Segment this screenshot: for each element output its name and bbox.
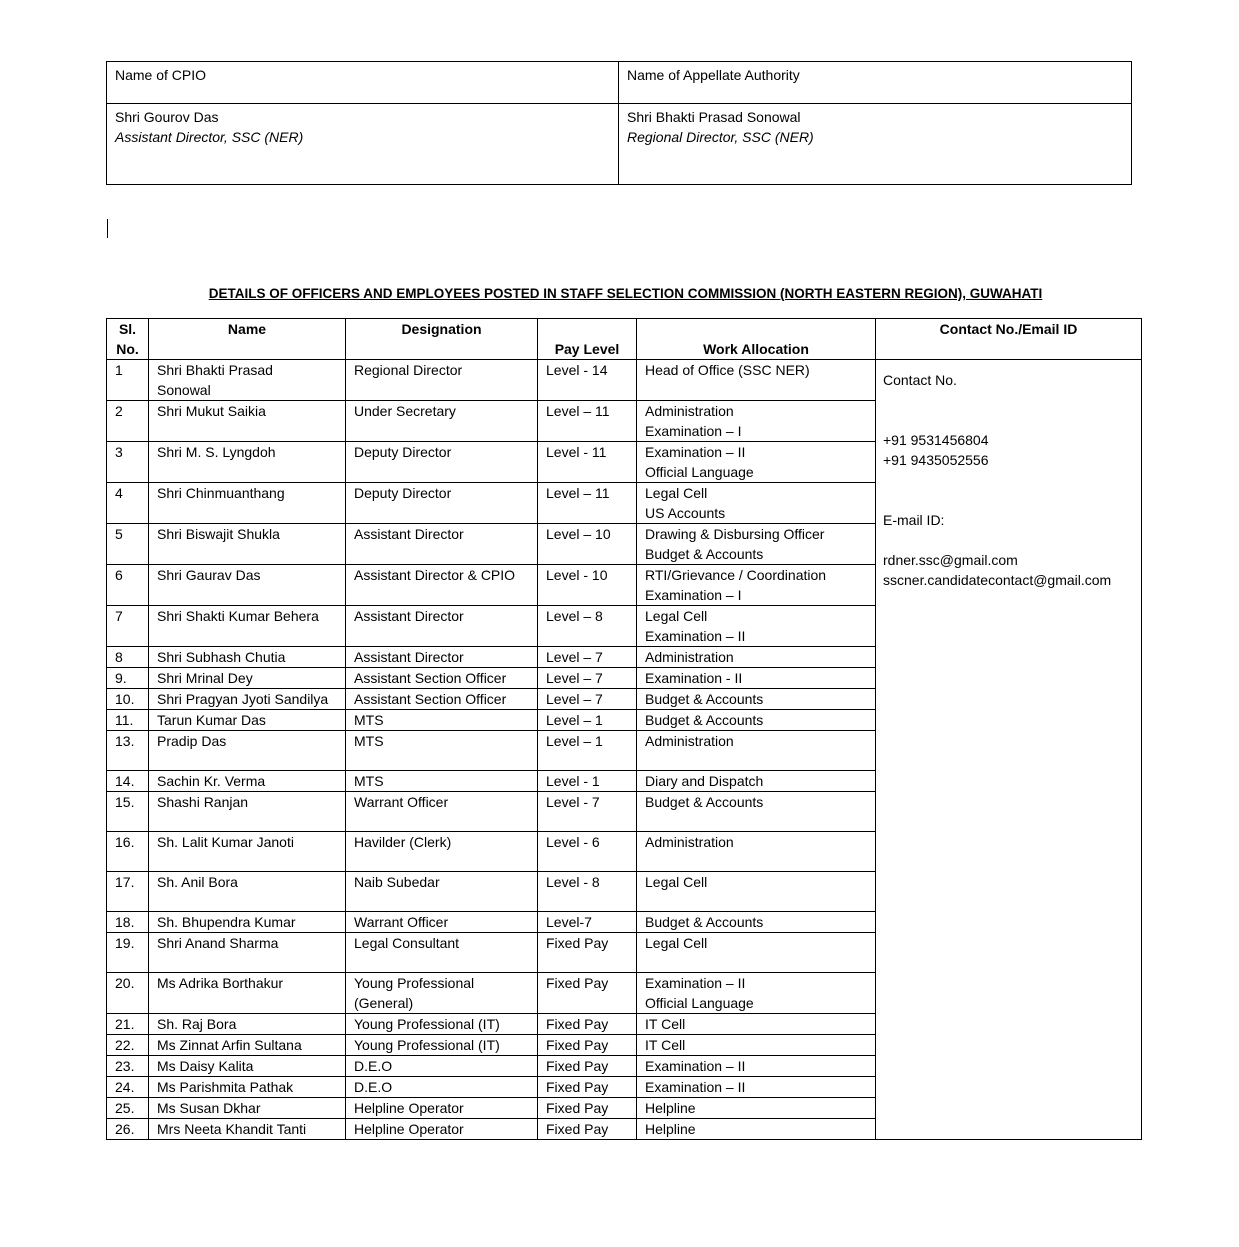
serial-cell: 4 <box>107 483 149 524</box>
designation-line: Assistant Director <box>354 649 464 665</box>
work-line: Examination – II <box>645 1058 746 1074</box>
work-allocation-cell <box>637 668 876 689</box>
name-line: Ms Adrika Borthakur <box>157 975 284 991</box>
name-line: Pradip Das <box>157 733 227 749</box>
name-cell <box>149 647 346 668</box>
work-allocation-cell <box>637 401 876 442</box>
designation-line: Under Secretary <box>354 403 456 419</box>
designation-line: Assistant Section Officer <box>354 670 507 686</box>
designation-cell <box>346 933 538 973</box>
name-line: Ms Zinnat Arfin Sultana <box>157 1037 302 1053</box>
designation-cell <box>346 912 538 933</box>
name-line: Shri M. S. Lyngdoh <box>157 444 276 460</box>
pay-level-cell: Level – 7 <box>538 647 637 668</box>
name-cell <box>149 1014 346 1035</box>
name-cell <box>149 401 346 442</box>
serial-cell: 1 <box>107 360 149 401</box>
serial-cell: 19. <box>107 933 149 973</box>
name-line: Shri Gaurav Das <box>157 567 261 583</box>
name-line: Shashi Ranjan <box>157 794 249 810</box>
name-cell <box>149 792 346 832</box>
name-line: Shri Shakti Kumar Behera <box>157 608 319 624</box>
work-line: Helpline <box>645 1100 696 1116</box>
authority-value-row <box>107 104 1132 185</box>
pay-level-cell: Level - 14 <box>538 360 637 401</box>
designation-cell <box>346 360 538 401</box>
email-label: E-mail ID: <box>883 512 945 528</box>
pay-level-cell: Level - 10 <box>538 565 637 606</box>
header-work-allocation: Work Allocation <box>637 319 876 360</box>
serial-cell: 16. <box>107 832 149 872</box>
designation-line: Helpline Operator <box>354 1121 464 1137</box>
designation-cell <box>346 668 538 689</box>
name-line: Shri Mrinal Dey <box>157 670 253 686</box>
header-contact: Contact No./Email ID <box>876 319 1142 360</box>
pay-level-cell: Fixed Pay <box>538 1098 637 1119</box>
designation-cell <box>346 689 538 710</box>
work-line: Diary and Dispatch <box>645 773 764 789</box>
designation-line: D.E.O <box>354 1079 393 1095</box>
designation-cell <box>346 832 538 872</box>
cpio-name: Shri Gourov Das <box>115 109 219 125</box>
name-cell <box>149 1056 346 1077</box>
designation-cell <box>346 731 538 771</box>
staff-table <box>106 318 1142 1140</box>
work-allocation-cell <box>637 912 876 933</box>
work-line: Head of Office (SSC NER) <box>645 362 810 378</box>
name-line: Sh. Raj Bora <box>157 1016 237 1032</box>
pay-level-cell: Level – 10 <box>538 524 637 565</box>
name-cell <box>149 973 346 1014</box>
name-line: Sachin Kr. Verma <box>157 773 266 789</box>
work-line: Examination - II <box>645 670 743 686</box>
designation-line: Regional Director <box>354 362 463 378</box>
serial-cell: 25. <box>107 1098 149 1119</box>
pay-level-cell: Level – 7 <box>538 689 637 710</box>
serial-cell: 11. <box>107 710 149 731</box>
work-line: Legal Cell <box>645 935 708 951</box>
work-line: RTI/Grievance / Coordination <box>645 567 827 583</box>
pay-level-cell: Level – 8 <box>538 606 637 647</box>
name-line: Ms Susan Dkhar <box>157 1100 261 1116</box>
appellate-header: Name of Appellate Authority <box>619 62 1132 104</box>
pay-level-cell: Level - 11 <box>538 442 637 483</box>
work-allocation-cell <box>637 1056 876 1077</box>
designation-cell <box>346 647 538 668</box>
pay-level-cell: Level – 11 <box>538 483 637 524</box>
pay-level-cell: Level - 6 <box>538 832 637 872</box>
contact-phone: +91 9435052556 <box>883 452 989 468</box>
pay-level-cell: Level – 7 <box>538 668 637 689</box>
work-allocation-cell <box>637 792 876 832</box>
pay-level-cell: Fixed Pay <box>538 1077 637 1098</box>
designation-cell <box>346 1056 538 1077</box>
name-cell <box>149 1035 346 1056</box>
designation-line: Young Professional <box>354 975 475 991</box>
work-line: Budget & Accounts <box>645 794 764 810</box>
name-line: Ms Daisy Kalita <box>157 1058 254 1074</box>
work-line: Budget & Accounts <box>645 712 764 728</box>
page-title: DETAILS OF OFFICERS AND EMPLOYEES POSTED IN STAFF SELECTION COMMISSION (NORTH EASTERN REGION), GUWAHATI <box>208 286 1043 301</box>
serial-cell: 23. <box>107 1056 149 1077</box>
designation-line: Assistant Director <box>354 608 464 624</box>
designation-line: (General) <box>354 995 414 1011</box>
name-cell <box>149 1077 346 1098</box>
designation-line: Warrant Officer <box>354 914 449 930</box>
serial-cell: 7 <box>107 606 149 647</box>
work-line: Examination – II <box>645 975 746 991</box>
work-line: Legal Cell <box>645 608 708 624</box>
work-line: Budget & Accounts <box>645 914 764 930</box>
work-allocation-cell <box>637 771 876 792</box>
spacer <box>883 390 1135 410</box>
name-cell <box>149 912 346 933</box>
designation-line: Young Professional (IT) <box>354 1037 500 1053</box>
work-line: Administration <box>645 733 734 749</box>
table-row <box>107 360 1142 401</box>
work-line: Budget & Accounts <box>645 691 764 707</box>
name-cell <box>149 710 346 731</box>
pay-level-cell: Level - 1 <box>538 771 637 792</box>
work-line: Examination – II <box>645 628 746 644</box>
work-line: IT Cell <box>645 1016 686 1032</box>
contact-cell <box>876 360 1142 1140</box>
designation-cell <box>346 872 538 912</box>
staff-table-body <box>107 360 1142 1140</box>
pay-level-cell: Level - 7 <box>538 792 637 832</box>
designation-cell <box>346 606 538 647</box>
pay-level-cell: Fixed Pay <box>538 933 637 973</box>
work-line: IT Cell <box>645 1037 686 1053</box>
name-line: Sonowal <box>157 382 211 398</box>
pay-level-cell: Fixed Pay <box>538 973 637 1014</box>
designation-line: MTS <box>354 712 384 728</box>
work-line: Administration <box>645 834 734 850</box>
designation-cell <box>346 792 538 832</box>
text-cursor <box>107 219 108 238</box>
designation-cell <box>346 401 538 442</box>
pay-level-cell: Level - 8 <box>538 872 637 912</box>
serial-cell: 14. <box>107 771 149 792</box>
name-cell <box>149 442 346 483</box>
designation-cell <box>346 442 538 483</box>
header-name: Name <box>149 319 346 360</box>
pay-level-cell: Level – 1 <box>538 710 637 731</box>
name-cell <box>149 565 346 606</box>
work-allocation-cell <box>637 565 876 606</box>
designation-line: Deputy Director <box>354 444 452 460</box>
name-line: Shri Subhash Chutia <box>157 649 286 665</box>
appellate-cell <box>619 104 1132 185</box>
work-line: Budget & Accounts <box>645 546 764 562</box>
contact-email: rdner.ssc@gmail.com <box>883 552 1018 568</box>
work-line: Legal Cell <box>645 485 708 501</box>
serial-cell: 15. <box>107 792 149 832</box>
work-allocation-cell <box>637 1098 876 1119</box>
spacer <box>883 410 1135 430</box>
name-line: Shri Mukut Saikia <box>157 403 266 419</box>
header-pay-level: Pay Level <box>538 319 637 360</box>
name-line: Ms Parishmita Pathak <box>157 1079 294 1095</box>
serial-cell: 24. <box>107 1077 149 1098</box>
work-allocation-cell <box>637 973 876 1014</box>
work-line: Drawing & Disbursing Officer <box>645 526 825 542</box>
work-line: Examination – II <box>645 444 746 460</box>
designation-cell <box>346 565 538 606</box>
header-sl: Sl. No. <box>107 319 149 360</box>
authority-table <box>106 61 1132 185</box>
designation-cell <box>346 1014 538 1035</box>
name-cell <box>149 771 346 792</box>
work-allocation-cell <box>637 483 876 524</box>
name-line: Shri Biswajit Shukla <box>157 526 280 542</box>
designation-cell <box>346 1119 538 1140</box>
pay-level-cell: Fixed Pay <box>538 1014 637 1035</box>
designation-line: MTS <box>354 773 384 789</box>
work-line: Legal Cell <box>645 874 708 890</box>
serial-cell: 8 <box>107 647 149 668</box>
spacer <box>883 470 1135 490</box>
pay-level-cell: Level – 11 <box>538 401 637 442</box>
name-cell <box>149 689 346 710</box>
name-cell <box>149 933 346 973</box>
work-line: Official Language <box>645 464 754 480</box>
name-line: Sh. Anil Bora <box>157 874 238 890</box>
name-line: Shri Pragyan Jyoti Sandilya <box>157 691 329 707</box>
work-allocation-cell <box>637 710 876 731</box>
contact-email: sscner.candidatecontact@gmail.com <box>883 572 1112 588</box>
name-line: Tarun Kumar Das <box>157 712 266 728</box>
name-cell <box>149 524 346 565</box>
work-allocation-cell <box>637 606 876 647</box>
designation-line: Deputy Director <box>354 485 452 501</box>
designation-line: D.E.O <box>354 1058 393 1074</box>
work-allocation-cell <box>637 524 876 565</box>
work-allocation-cell <box>637 442 876 483</box>
designation-line: Naib Subedar <box>354 874 440 890</box>
contact-label: Contact No. <box>883 372 957 388</box>
name-cell <box>149 606 346 647</box>
serial-cell: 3 <box>107 442 149 483</box>
cpio-header: Name of CPIO <box>107 62 619 104</box>
serial-cell: 20. <box>107 973 149 1014</box>
designation-cell <box>346 973 538 1014</box>
pay-level-cell: Fixed Pay <box>538 1056 637 1077</box>
serial-cell: 5 <box>107 524 149 565</box>
serial-cell: 21. <box>107 1014 149 1035</box>
work-line: Administration <box>645 649 734 665</box>
designation-cell <box>346 710 538 731</box>
pay-level-cell: Fixed Pay <box>538 1035 637 1056</box>
work-allocation-cell <box>637 731 876 771</box>
serial-cell: 9. <box>107 668 149 689</box>
designation-line: Assistant Director <box>354 526 464 542</box>
designation-line: Assistant Section Officer <box>354 691 507 707</box>
work-allocation-cell <box>637 1077 876 1098</box>
serial-cell: 10. <box>107 689 149 710</box>
appellate-name: Shri Bhakti Prasad Sonowal <box>627 109 801 125</box>
cpio-cell <box>107 104 619 185</box>
designation-cell <box>346 483 538 524</box>
work-line: Helpline <box>645 1121 696 1137</box>
work-allocation-cell <box>637 1035 876 1056</box>
pay-level-cell: Level-7 <box>538 912 637 933</box>
designation-line: Havilder (Clerk) <box>354 834 452 850</box>
designation-cell <box>346 1098 538 1119</box>
work-allocation-cell <box>637 1119 876 1140</box>
cpio-designation: Assistant Director, SSC (NER) <box>115 129 304 145</box>
name-line: Mrs Neeta Khandit Tanti <box>157 1121 307 1137</box>
name-cell <box>149 483 346 524</box>
serial-cell: 18. <box>107 912 149 933</box>
pay-level-cell: Level – 1 <box>538 731 637 771</box>
name-cell <box>149 1119 346 1140</box>
name-cell <box>149 360 346 401</box>
contact-phone: +91 9531456804 <box>883 432 989 448</box>
designation-line: Assistant Director & CPIO <box>354 567 516 583</box>
designation-line: Warrant Officer <box>354 794 449 810</box>
appellate-designation: Regional Director, SSC (NER) <box>627 129 814 145</box>
work-allocation-cell <box>637 933 876 973</box>
designation-line: MTS <box>354 733 384 749</box>
serial-cell: 26. <box>107 1119 149 1140</box>
authority-header-row <box>107 62 1132 104</box>
staff-table-header <box>107 319 1142 360</box>
spacer <box>883 490 1135 510</box>
pay-level-cell: Fixed Pay <box>538 1119 637 1140</box>
serial-cell: 13. <box>107 731 149 771</box>
work-allocation-cell <box>637 360 876 401</box>
name-cell <box>149 832 346 872</box>
work-line: Examination – I <box>645 423 742 439</box>
work-line: Administration <box>645 403 734 419</box>
work-line: Examination – I <box>645 587 742 603</box>
name-line: Shri Anand Sharma <box>157 935 279 951</box>
work-allocation-cell <box>637 689 876 710</box>
work-allocation-cell <box>637 872 876 912</box>
designation-cell <box>346 771 538 792</box>
work-line: US Accounts <box>645 505 726 521</box>
header-designation: Designation <box>346 319 538 360</box>
designation-line: Helpline Operator <box>354 1100 464 1116</box>
work-allocation-cell <box>637 832 876 872</box>
work-allocation-cell <box>637 1014 876 1035</box>
name-cell <box>149 731 346 771</box>
work-allocation-cell <box>637 647 876 668</box>
name-line: Sh. Bhupendra Kumar <box>157 914 296 930</box>
designation-cell <box>346 524 538 565</box>
work-line: Official Language <box>645 995 754 1011</box>
name-cell <box>149 872 346 912</box>
work-line: Examination – II <box>645 1079 746 1095</box>
name-line: Sh. Lalit Kumar Janoti <box>157 834 294 850</box>
designation-cell <box>346 1035 538 1056</box>
name-line: Shri Bhakti Prasad <box>157 362 273 378</box>
spacer <box>883 530 1135 550</box>
serial-cell: 6 <box>107 565 149 606</box>
designation-line: Legal Consultant <box>354 935 460 951</box>
name-cell <box>149 1098 346 1119</box>
serial-cell: 2 <box>107 401 149 442</box>
designation-line: Young Professional (IT) <box>354 1016 500 1032</box>
designation-cell <box>346 1077 538 1098</box>
name-cell <box>149 668 346 689</box>
name-line: Shri Chinmuanthang <box>157 485 285 501</box>
serial-cell: 17. <box>107 872 149 912</box>
serial-cell: 22. <box>107 1035 149 1056</box>
